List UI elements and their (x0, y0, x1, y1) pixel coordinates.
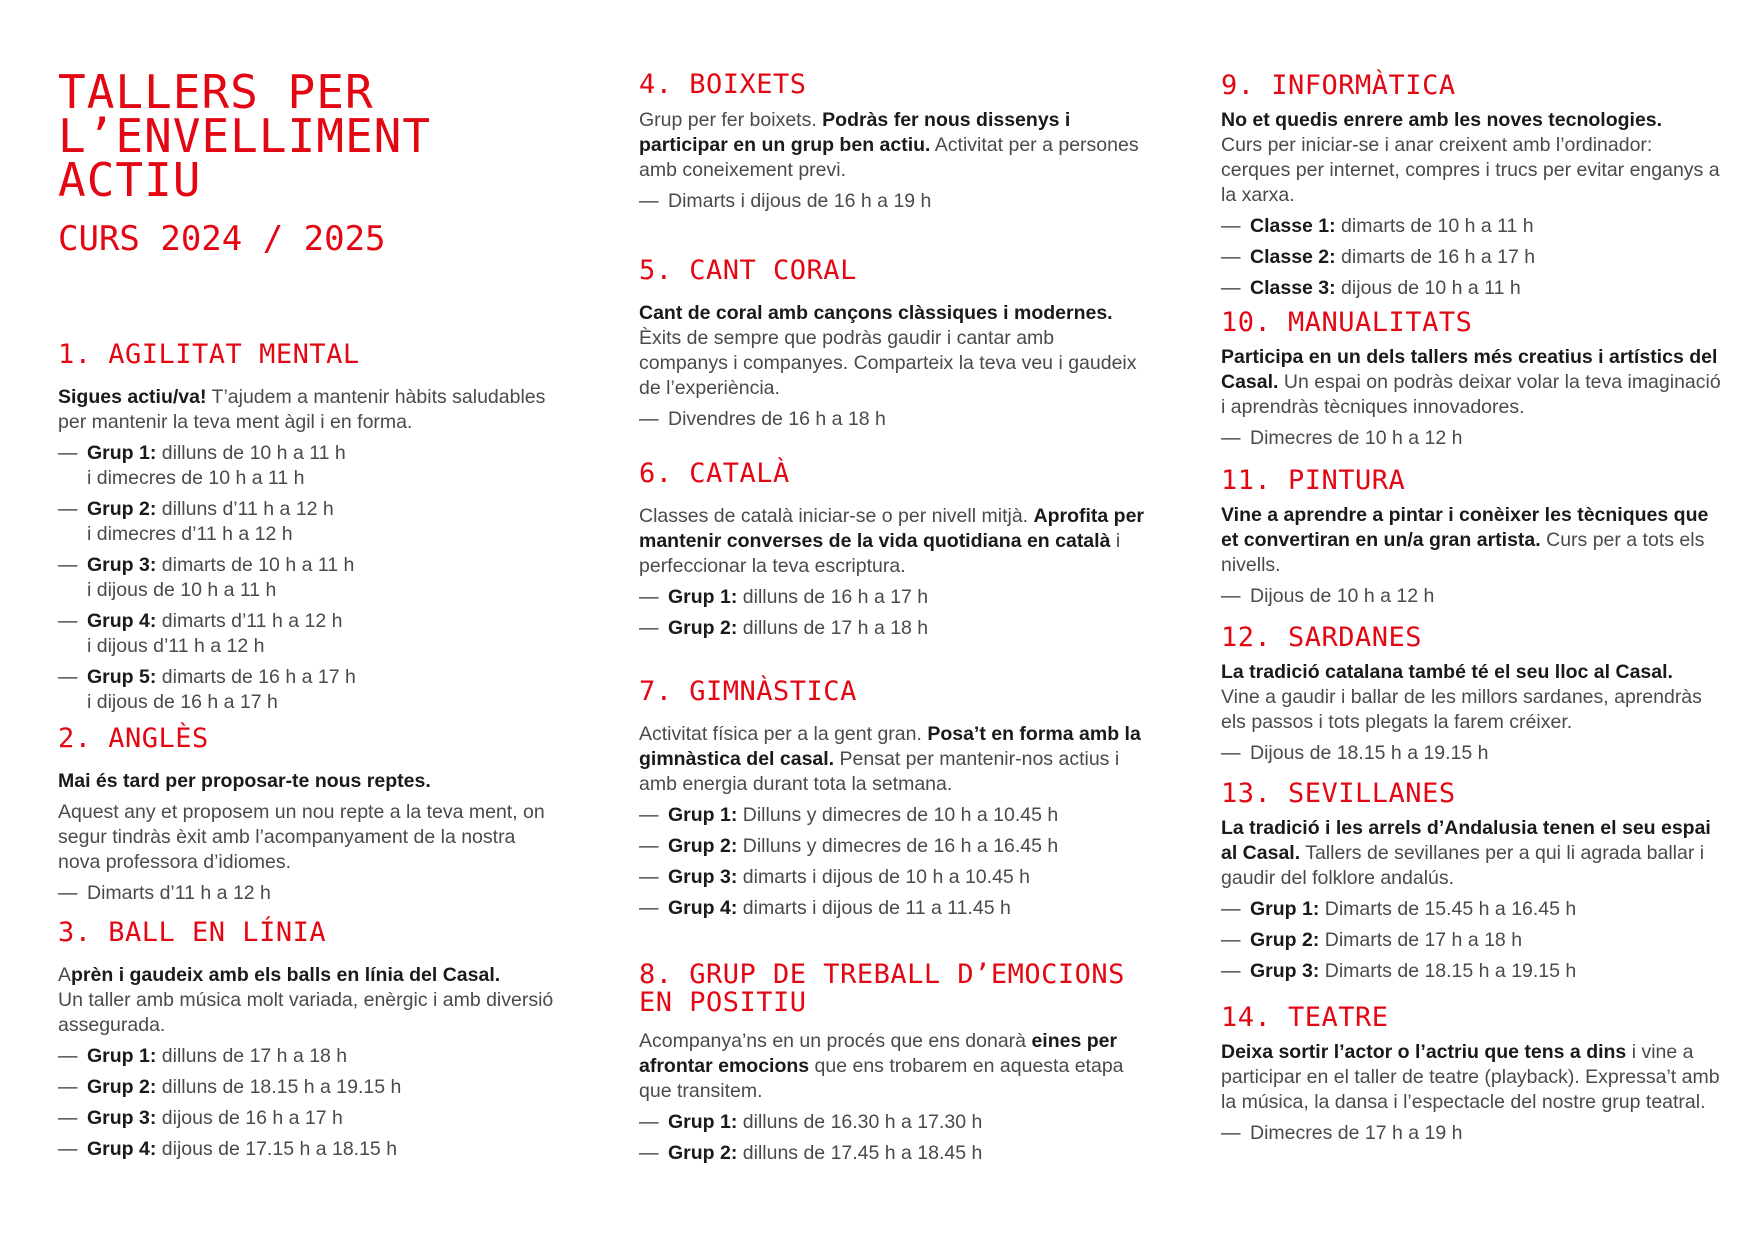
dash-bullet: — (639, 586, 659, 608)
group-label: Grup 3: (87, 1107, 157, 1129)
schedule-list (639, 1110, 1144, 1166)
group-label: Grup 1: (1250, 898, 1320, 920)
schedule-item (58, 665, 558, 715)
schedule-time: Dimarts d’11 h a 12 h (87, 882, 271, 904)
description-highlight: prèn i gaudeix amb els balls en línia del Casal. (71, 964, 501, 986)
schedule-list (1221, 897, 1721, 984)
group-label: Grup 2: (668, 1142, 738, 1164)
description-text: A (58, 964, 72, 986)
section-heading: 3. BALL EN LÍNIA (58, 917, 327, 948)
group-label: Classe 3: (1250, 277, 1336, 299)
dash-bullet: — (58, 442, 78, 464)
schedule-time: dimarts de 16 h a 17 h (1335, 246, 1536, 268)
schedule-item (639, 585, 1144, 610)
section-description (58, 963, 558, 1038)
description-text: i vine a participar en el taller de teatre (playback). Expressa’t amb la música, la dansa i l’espectacle del nostre grup teatral. (1221, 1041, 1720, 1113)
section-10 (1221, 308, 1721, 451)
schedule-item (1221, 214, 1721, 239)
schedule-item (639, 865, 1144, 890)
group-label: Grup 3: (1250, 960, 1320, 982)
description-text: Activitat per a persones amb coneixement previ. (639, 134, 1139, 181)
dash-bullet: — (58, 1076, 78, 1098)
schedule-list (58, 1044, 558, 1162)
description-text: Curs per iniciar-se i anar creixent amb l’ordinador: cerques per internet, compres i trucs per evitar enganys a la xarxa. (1221, 134, 1720, 206)
group-label: Grup 1: (87, 442, 157, 464)
schedule-item (58, 881, 558, 906)
description-highlight: Sigues actiu/va! (58, 386, 207, 408)
dash-bullet: — (1221, 960, 1241, 982)
schedule-item (58, 609, 558, 659)
schedule-item (58, 497, 558, 547)
description-text: T’ajudem a mantenir hàbits saludables per mantenir la teva ment àgil i en forma. (58, 386, 546, 433)
schedule-item (58, 1137, 558, 1162)
section-description (1221, 816, 1721, 891)
section-heading: 1. AGILITAT MENTAL (58, 339, 360, 370)
dash-bullet: — (1221, 1122, 1241, 1144)
page-title: TALLERS PER L’ENVELLIMENT ACTIU (58, 65, 432, 207)
section-description (639, 504, 1144, 579)
schedule-list (639, 189, 1144, 214)
description-highlight: Cant de coral amb cançons clàssiques i modernes. (639, 302, 1113, 324)
group-label: Grup 2: (668, 617, 738, 639)
schedule-time: dilluns de 16.30 h a 17.30 h (737, 1111, 983, 1133)
schedule-time: Dimecres de 10 h a 12 h (1250, 427, 1463, 449)
group-label: Grup 4: (668, 897, 738, 919)
section-description (639, 301, 1144, 401)
schedule-time: Divendres de 16 h a 18 h (668, 408, 886, 430)
dash-bullet: — (58, 882, 78, 904)
dash-bullet: — (58, 1045, 78, 1067)
schedule-time: dimarts i dijous de 10 h a 10.45 h (737, 866, 1031, 888)
dash-bullet: — (639, 897, 659, 919)
schedule-item (1221, 276, 1721, 301)
schedule-time: Dijous de 18.15 h a 19.15 h (1250, 742, 1489, 764)
section-description (639, 722, 1144, 797)
dash-bullet: — (1221, 898, 1241, 920)
dash-bullet: — (58, 498, 78, 520)
description-highlight: eines per afrontar emocions (639, 1030, 1118, 1077)
group-label: Classe 2: (1250, 246, 1336, 268)
section-3 (58, 918, 558, 1162)
schedule-item (1221, 928, 1721, 953)
section-description (1221, 1040, 1721, 1115)
schedule-time: dimarts d’11 h a 12 h (156, 610, 343, 632)
description-text: Aquest any et proposem un nou repte a la teva ment, on segur tindràs èxit amb l’acompanyament de la nostra nova professora d’idiomes. (58, 801, 545, 873)
schedule-list (1221, 426, 1721, 451)
section-heading: 6. CATALÀ (639, 458, 790, 489)
schedule-item (639, 1110, 1144, 1135)
description-highlight: La tradició catalana també té el seu lloc al Casal. (1221, 661, 1673, 683)
description-text: Vine a gaudir i ballar de les millors sardanes, aprendràs els passos i tots plegats la farem créixer. (1221, 686, 1702, 733)
section-heading: 11. PINTURA (1221, 465, 1406, 496)
schedule-time: Dilluns y dimecres de 10 h a 10.45 h (737, 804, 1059, 826)
schedule-time: dimarts de 16 h a 17 h (156, 666, 356, 688)
schedule-time-second-line: i dimecres de 10 h a 11 h (87, 467, 305, 489)
section-4 (639, 70, 1144, 214)
section-heading: 12. SARDANES (1221, 622, 1423, 653)
group-label: Grup 4: (87, 1138, 157, 1160)
schedule-time: dimarts de 10 h a 11 h (1335, 215, 1534, 237)
section-heading: 2. ANGLÈS (58, 723, 209, 754)
schedule-time: Dijous de 10 h a 12 h (1250, 585, 1435, 607)
dash-bullet: — (58, 610, 78, 632)
section-heading: 5. CANT CORAL (639, 255, 857, 286)
schedule-item (1221, 1121, 1721, 1146)
schedule-time-second-line: i dijous d’11 h a 12 h (87, 635, 265, 657)
description-text: que ens trobarem en aquesta etapa que transitem. (639, 1055, 1124, 1102)
section-heading: 8. GRUP DE TREBALL D’EMOCIONS EN POSITIU (639, 959, 1125, 1018)
dash-bullet: — (1221, 742, 1241, 764)
section-heading: 14. TEATRE (1221, 1002, 1389, 1033)
schedule-time: Dimarts de 18.15 h a 19.15 h (1319, 960, 1577, 982)
group-label: Grup 2: (87, 1076, 157, 1098)
schedule-time: dilluns de 17 h a 18 h (737, 617, 929, 639)
schedule-list (58, 441, 558, 715)
description-highlight: No et quedis enrere amb les noves tecnologies. (1221, 109, 1663, 131)
schedule-item (639, 616, 1144, 641)
dash-bullet: — (58, 554, 78, 576)
description-highlight: Deixa sortir l’actor o l’actriu que tens a dins (1221, 1041, 1627, 1063)
description-highlight: Participa en un dels tallers més creatius i artístics del Casal. (1221, 346, 1718, 393)
schedule-item (58, 1075, 558, 1100)
description-highlight: Podràs fer nous dissenys i participar en un grup ben actiu. (639, 109, 1071, 156)
section-heading: 9. INFORMÀTICA (1221, 70, 1456, 101)
schedule-time: dilluns de 18.15 h a 19.15 h (156, 1076, 402, 1098)
dash-bullet: — (1221, 929, 1241, 951)
section-12 (1221, 623, 1721, 766)
dash-bullet: — (58, 1107, 78, 1129)
schedule-list (639, 407, 1144, 432)
section-description (1221, 345, 1721, 420)
schedule-time: dilluns de 16 h a 17 h (737, 586, 929, 608)
group-label: Grup 5: (87, 666, 157, 688)
schedule-time: dilluns de 10 h a 11 h (156, 442, 346, 464)
description-text: Classes de català iniciar-se o per nivell mitjà. (639, 505, 1034, 527)
section-7 (639, 677, 1144, 921)
section-1 (58, 340, 558, 715)
schedule-item (1221, 897, 1721, 922)
schedule-list (1221, 741, 1721, 766)
schedule-list (1221, 1121, 1721, 1146)
section-heading: 7. GIMNÀSTICA (639, 676, 857, 707)
description-text: i perfeccionar la teva escriptura. (639, 530, 1121, 577)
group-label: Grup 1: (668, 1111, 738, 1133)
schedule-item (639, 896, 1144, 921)
group-label: Grup 3: (668, 866, 738, 888)
schedule-item (1221, 959, 1721, 984)
section-description (639, 1029, 1144, 1104)
group-label: Grup 2: (668, 835, 738, 857)
schedule-time-second-line: i dijous de 16 h a 17 h (87, 691, 278, 713)
dash-bullet: — (639, 617, 659, 639)
description-text: Grup per fer boixets. (639, 109, 823, 131)
description-text: Curs per a tots els nivells. (1221, 529, 1705, 576)
section-5 (639, 256, 1144, 432)
schedule-time: Dilluns y dimecres de 16 h a 16.45 h (737, 835, 1059, 857)
schedule-time: dijous de 17.15 h a 18.15 h (156, 1138, 398, 1160)
schedule-time: Dimarts de 15.45 h a 16.45 h (1319, 898, 1577, 920)
group-label: Classe 1: (1250, 215, 1336, 237)
section-6 (639, 459, 1144, 641)
schedule-time: Dimarts de 17 h a 18 h (1319, 929, 1523, 951)
section-8 (639, 961, 1144, 1166)
schedule-item (58, 1106, 558, 1131)
schedule-time: Dimecres de 17 h a 19 h (1250, 1122, 1463, 1144)
schedule-time: dilluns d’11 h a 12 h (156, 498, 334, 520)
schedule-time-second-line: i dijous de 10 h a 11 h (87, 579, 277, 601)
dash-bullet: — (1221, 277, 1241, 299)
schedule-item (1221, 426, 1721, 451)
dash-bullet: — (58, 1138, 78, 1160)
dash-bullet: — (639, 190, 659, 212)
description-text: Un taller amb música molt variada, enèrgic i amb diversió assegurada. (58, 989, 554, 1036)
section-description (58, 769, 558, 875)
dash-bullet: — (1221, 246, 1241, 268)
schedule-item (1221, 584, 1721, 609)
description-highlight: Posa’t en forma amb la gimnàstica del casal. (639, 723, 1141, 770)
schedule-item (639, 189, 1144, 214)
schedule-item (1221, 741, 1721, 766)
schedule-item (639, 407, 1144, 432)
schedule-item (639, 834, 1144, 859)
section-heading: 10. MANUALITATS (1221, 307, 1473, 338)
schedule-time: dimarts i dijous de 11 a 11.45 h (737, 897, 1011, 919)
dash-bullet: — (639, 408, 659, 430)
schedule-list (58, 881, 558, 906)
section-2 (58, 724, 558, 906)
dash-bullet: — (639, 1142, 659, 1164)
schedule-time-second-line: i dimecres d’11 h a 12 h (87, 523, 293, 545)
dash-bullet: — (1221, 427, 1241, 449)
dash-bullet: — (58, 666, 78, 688)
description-text: Pensat per mantenir-nos actius i amb energia durant tota la setmana. (639, 748, 1120, 795)
description-text: Acompanya’ns en un procés que ens donarà (639, 1030, 1032, 1052)
schedule-item (58, 1044, 558, 1069)
schedule-time: Dimarts i dijous de 16 h a 19 h (668, 190, 932, 212)
schedule-list (1221, 584, 1721, 609)
schedule-list (639, 585, 1144, 641)
description-highlight: Aprofita per mantenir converses de la vida quotidiana en català (639, 505, 1145, 552)
schedule-item (1221, 245, 1721, 270)
section-9 (1221, 71, 1721, 301)
schedule-list (1221, 214, 1721, 301)
dash-bullet: — (639, 1111, 659, 1133)
dash-bullet: — (639, 835, 659, 857)
description-highlight: La tradició i les arrels d’Andalusia tenen el seu espai al Casal. (1221, 817, 1711, 864)
dash-bullet: — (639, 804, 659, 826)
dash-bullet: — (1221, 215, 1241, 237)
description-highlight: Mai és tard per proposar-te nous reptes. (58, 770, 431, 792)
schedule-item (58, 441, 558, 491)
section-11 (1221, 466, 1721, 609)
section-description (639, 108, 1144, 183)
schedule-item (58, 553, 558, 603)
section-description (58, 385, 558, 435)
section-14 (1221, 1003, 1721, 1146)
schedule-item (639, 803, 1144, 828)
group-label: Grup 2: (87, 498, 157, 520)
page-subtitle: CURS 2024 / 2025 (58, 219, 386, 259)
schedule-list (639, 803, 1144, 921)
dash-bullet: — (639, 866, 659, 888)
group-label: Grup 4: (87, 610, 157, 632)
description-text: Activitat física per a la gent gran. (639, 723, 928, 745)
dash-bullet: — (1221, 585, 1241, 607)
section-heading: 4. BOIXETS (639, 69, 807, 100)
description-text: Un espai on podràs deixar volar la teva imaginació i aprendràs tècniques innovadores. (1221, 371, 1721, 418)
schedule-time: dijous de 16 h a 17 h (156, 1107, 343, 1129)
group-label: Grup 3: (87, 554, 157, 576)
schedule-time: dijous de 10 h a 11 h (1335, 277, 1521, 299)
section-description (1221, 108, 1721, 208)
description-highlight: Vine a aprendre a pintar i conèixer les tècniques que et convertiran en un/a gran artista. (1221, 504, 1709, 551)
schedule-item (639, 1141, 1144, 1166)
group-label: Grup 1: (668, 586, 738, 608)
schedule-time: dilluns de 17.45 h a 18.45 h (737, 1142, 983, 1164)
group-label: Grup 1: (87, 1045, 157, 1067)
group-label: Grup 1: (668, 804, 738, 826)
section-13 (1221, 779, 1721, 984)
description-text: Èxits de sempre que podràs gaudir i cantar amb companys i companyes. Comparteix la teva veu i gaudeix de l’experiència. (639, 327, 1137, 399)
description-text: Tallers de sevillanes per a qui li agrada ballar i gaudir del folklore andalús. (1221, 842, 1705, 889)
schedule-time: dimarts de 10 h a 11 h (156, 554, 355, 576)
section-description (1221, 660, 1721, 735)
section-heading: 13. SEVILLANES (1221, 778, 1456, 809)
section-description (1221, 503, 1721, 578)
schedule-time: dilluns de 17 h a 18 h (156, 1045, 348, 1067)
group-label: Grup 2: (1250, 929, 1320, 951)
